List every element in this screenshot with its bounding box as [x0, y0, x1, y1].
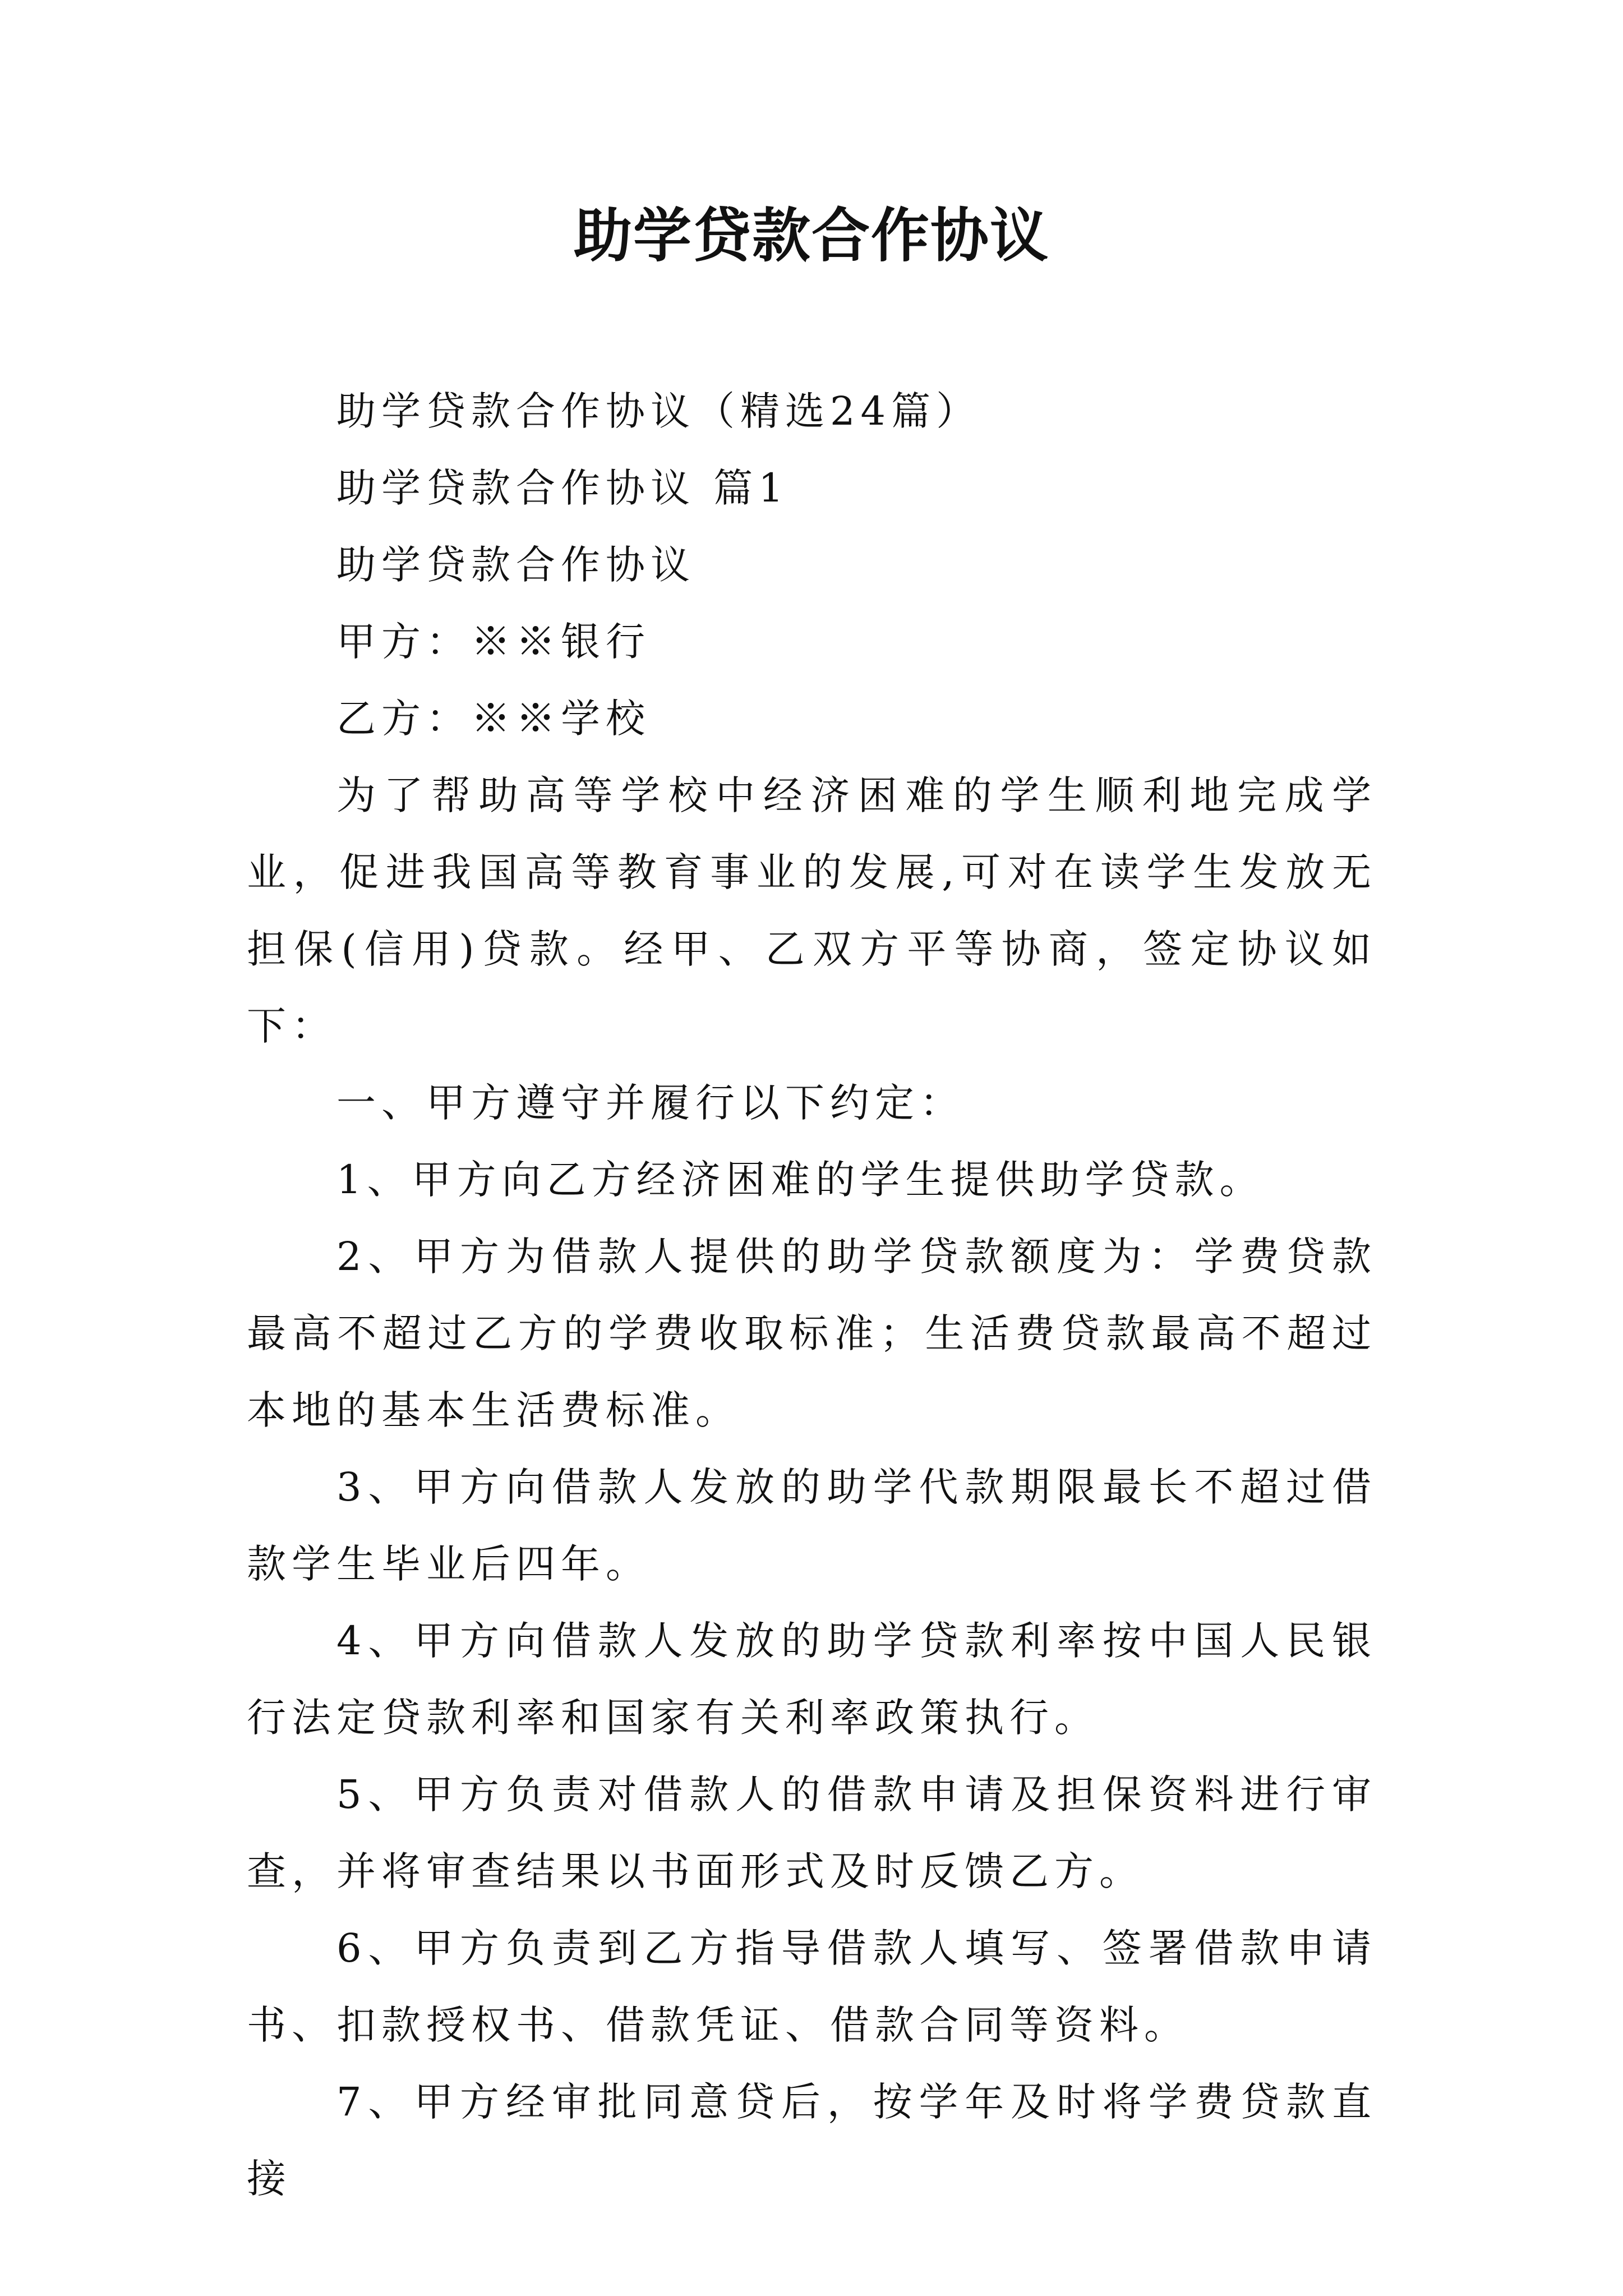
paragraph-clause-4: 4、甲方向借款人发放的助学贷款利率按中国人民银行法定贷款利率和国家有关利率政策执行。 — [247, 1618, 1377, 1741]
paragraph-preamble: 为了帮助高等学校中经济困难的学生顺利地完成学业，促进我国高等教育事业的发展,可对在读学生发放无担保(信用)贷款。经甲、乙双方平等协商，签定协议如下： — [247, 772, 1377, 1049]
document-body — [247, 373, 1377, 2217]
paragraph-agreement-name: 助学贷款合作协议 — [336, 542, 695, 588]
paragraph-clause-6: 6、甲方负责到乙方指导借款人填写、签署借款申请书、扣款授权书、借款凭证、借款合同等资料。 — [247, 1925, 1377, 2048]
paragraph-clause-2: 2、甲方为借款人提供的助学贷款额度为：学费贷款最高不超过乙方的学费收取标准；生活费贷款最高不超过本地的基本生活费标准。 — [247, 1234, 1377, 1433]
paragraph-clause-7: 7、甲方经审批同意贷后，按学年及时将学费贷款直接 — [247, 2079, 1377, 2202]
paragraph-clause-1: 1、甲方向乙方经济困难的学生提供助学贷款。 — [336, 1157, 1265, 1203]
document-title: 助学贷款合作协议 — [573, 201, 1049, 270]
paragraph-subtitle: 助学贷款合作协议（精选24篇） — [336, 388, 981, 434]
paragraph-clause-3: 3、甲方向借款人发放的助学代款期限最长不超过借款学生毕业后四年。 — [247, 1464, 1377, 1587]
paragraph-party-a: 甲方：※※银行 — [336, 619, 651, 665]
paragraph-chapter-heading: 助学贷款合作协议 篇1 — [336, 465, 789, 511]
paragraph-party-b: 乙方：※※学校 — [336, 696, 651, 742]
paragraph-section-one: 一、甲方遵守并履行以下约定： — [336, 1080, 965, 1126]
paragraph-clause-5: 5、甲方负责对借款人的借款申请及担保资料进行审查，并将审查结果以书面形式及时反馈乙方。 — [247, 1772, 1377, 1894]
